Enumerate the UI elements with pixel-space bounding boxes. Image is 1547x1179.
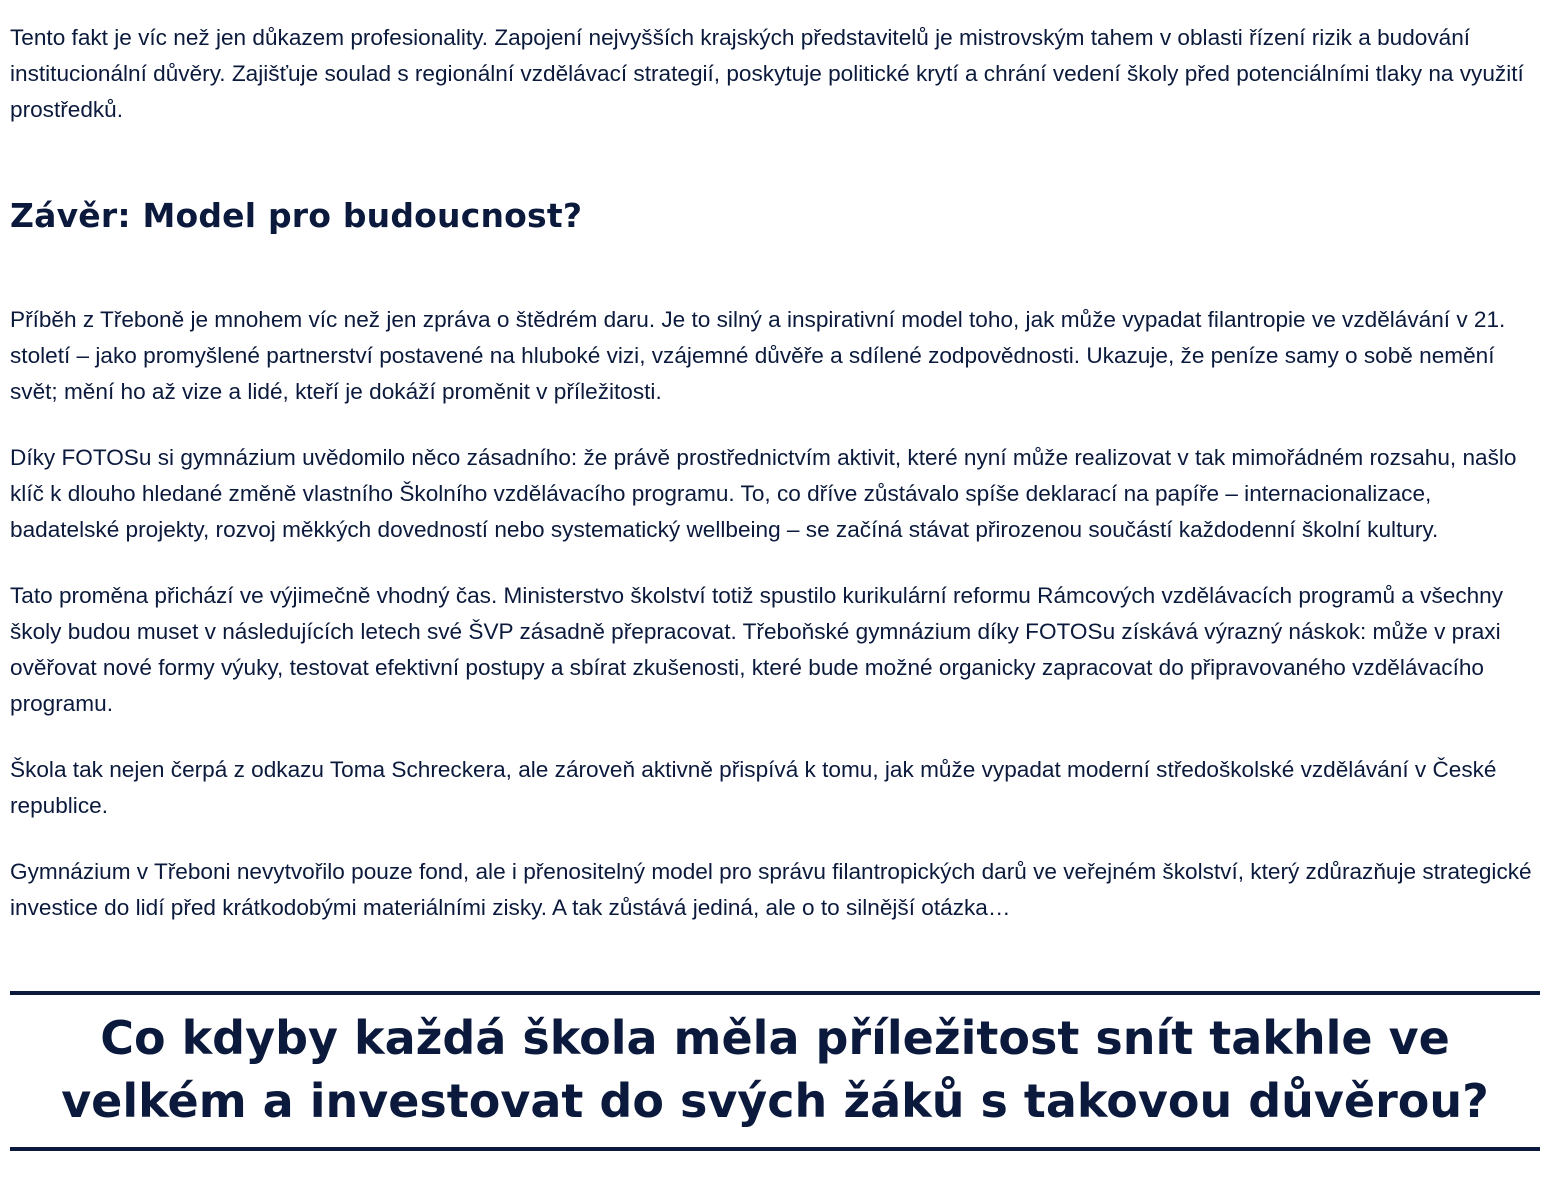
closing-quote-text: Co kdyby každá škola měla příležitost snít takhle ve velkém a investovat do svých žáků s takovou důvěrou? <box>61 1011 1489 1128</box>
intro-paragraph: Tento fakt je víc než jen důkazem profesionality. Zapojení nejvyšších krajských představitelů je mistrovským tahem v oblasti řízení rizik a budování institucionální důvěry. Zajišťuje soulad s regionální vzdělávací strategií, poskytuje politické krytí a chrání vedení školy před potenciálními tlaky na využití prostředků. <box>10 25 1524 122</box>
paragraph-4: Škola tak nejen čerpá z odkazu Toma Schreckera, ale zároveň aktivně přispívá k tomu, jak může vypadat moderní středoškolské vzdělávání v České republice. <box>10 757 1497 818</box>
paragraph-3: Tato proměna přichází ve výjimečně vhodný čas. Ministerstvo školství totiž spustilo kurikulární reformu Rámcových vzdělávacích programů a všechny školy budou muset v následujících letech své ŠVP zásadně přepracovat. Třeboňské gymnázium díky FOTOSu získává výrazný náskok: může v praxi ověřovat nové formy výuky, testovat efektivní postupy a sbírat zkušenosti, které bude možné organicky zapracovat do připravovaného vzdělávacího programu. <box>10 583 1504 716</box>
section-heading: Závěr: Model pro budoucnost? <box>10 196 583 235</box>
article-body <box>10 20 1540 926</box>
paragraph-5: Gymnázium v Třeboni nevytvořilo pouze fond, ale i přenositelný model pro správu filantropických darů ve veřejném školství, který zdůrazňuje strategické investice do lidí před krátkodobými materiálními zisky. A tak zůstává jediná, ale o to silnější otázka… <box>10 859 1532 920</box>
paragraph-2: Díky FOTOSu si gymnázium uvědomilo něco zásadního: že právě prostřednictvím aktivit, které nyní může realizovat v tak mimořádném rozsahu, našlo klíč k dlouho hledané změně vlastního Školního vzdělávacího programu. To, co dříve zůstávalo spíše deklarací na papíře – internacionalizace, badatelské projekty, rozvoj měkkých dovedností nebo systematický wellbeing – se začíná stávat přirozenou součástí každodenní školní kultury. <box>10 445 1517 542</box>
paragraph-1: Příběh z Třeboně je mnohem víc než jen zpráva o štědrém daru. Je to silný a inspirativní model toho, jak může vypadat filantropie ve vzdělávání v 21. století – jako promyšlené partnerství postavené na hluboké vizi, vzájemné důvěře a sdílené zodpovědnosti. Ukazuje, že peníze samy o sobě nemění svět; mění ho až vize a lidé, kteří je dokáží proměnit v příležitosti. <box>10 307 1506 404</box>
closing-pull-quote <box>10 991 1540 1151</box>
